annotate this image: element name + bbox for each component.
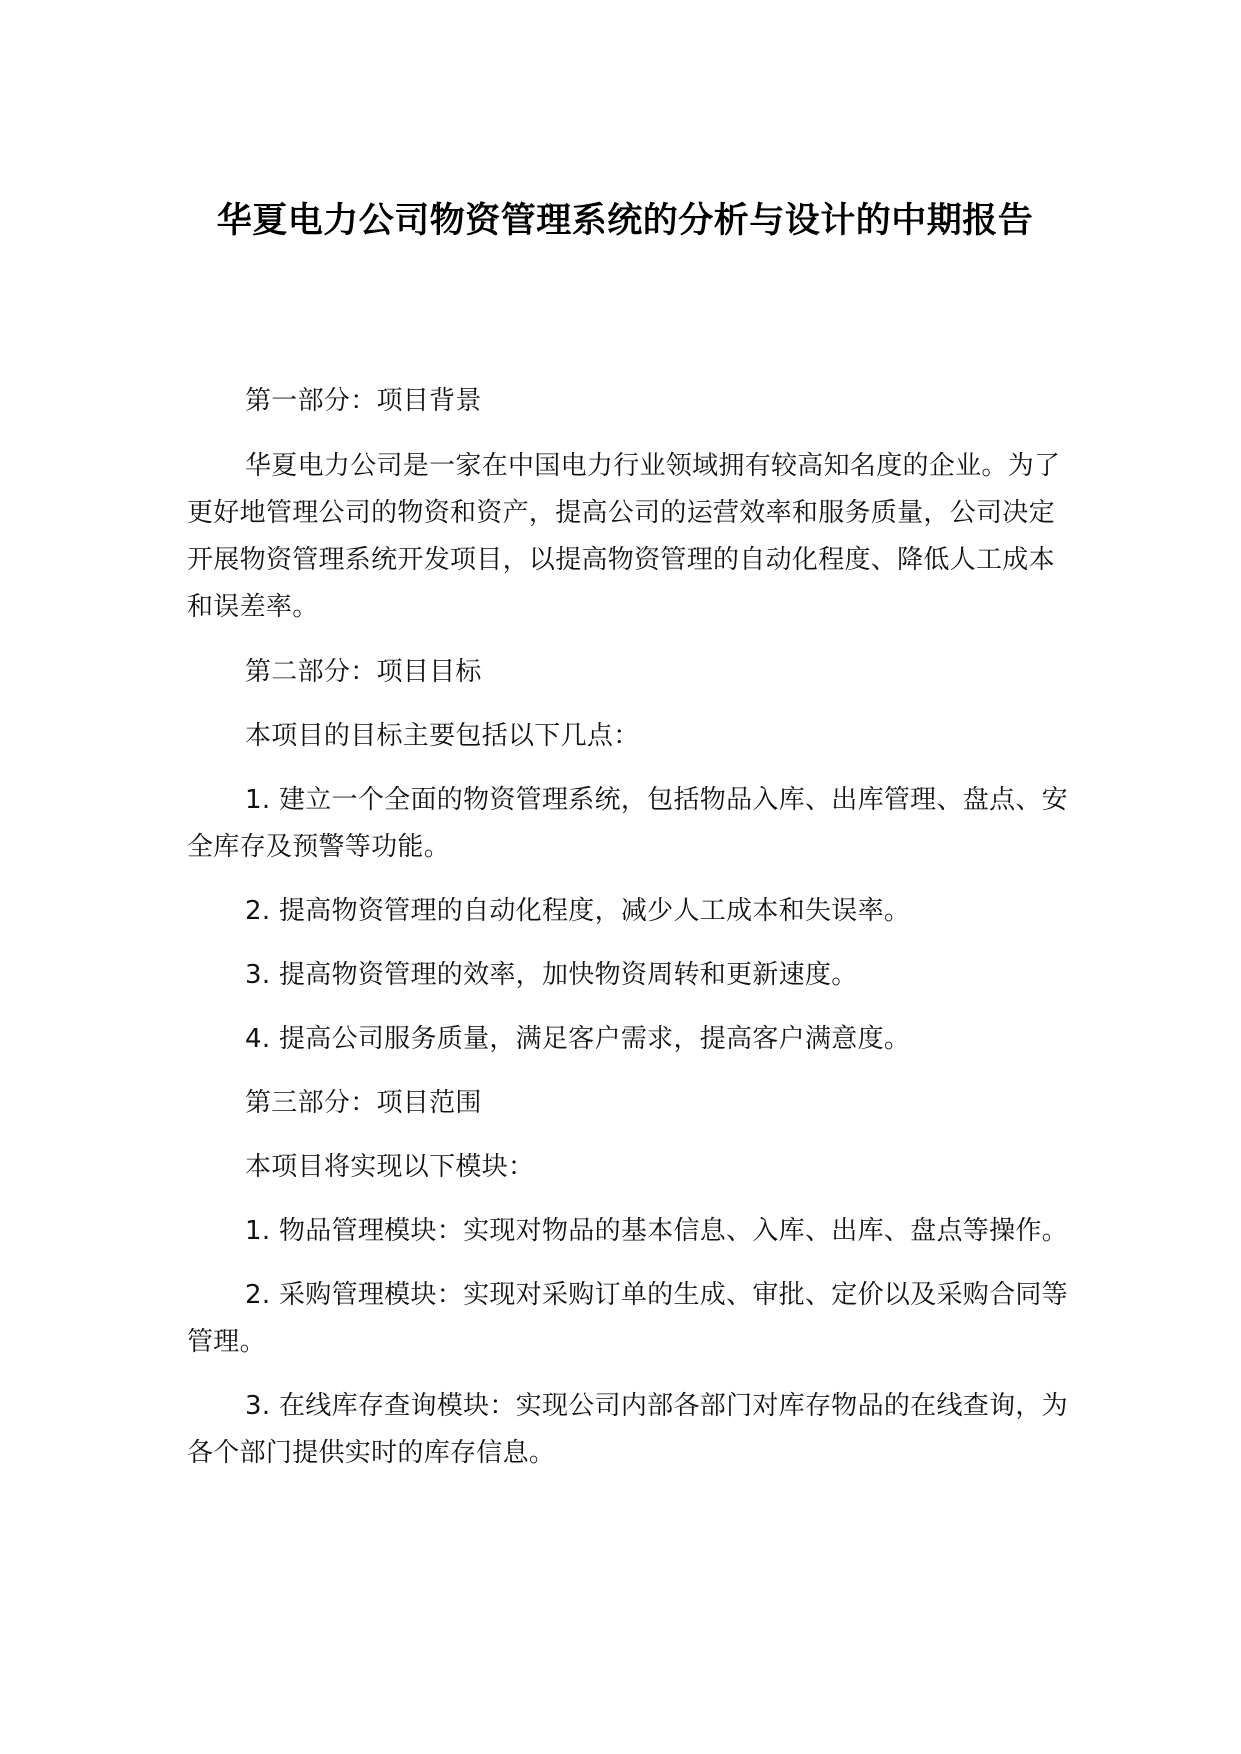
scope-item-3: 3. 在线库存查询模块：实现公司内部各部门对库存物品的在线查询，为各个部门提供实时的库存信息。 xyxy=(187,1391,1068,1468)
scope-intro: 本项目将实现以下模块： xyxy=(245,1152,535,1182)
section-heading-background: 第一部分：项目背景 xyxy=(245,386,482,416)
goals-intro: 本项目的目标主要包括以下几点： xyxy=(245,721,640,751)
section-heading-goals: 第二部分：项目目标 xyxy=(245,657,482,687)
goal-item-1: 1. 建立一个全面的物资管理系统，包括物品入库、出库管理、盘点、安全库存及预警等功能。 xyxy=(187,785,1068,862)
section-heading-scope: 第三部分：项目范围 xyxy=(245,1088,482,1118)
scope-item-2: 2. 采购管理模块：实现对采购订单的生成、审批、定价以及采购合同等管理。 xyxy=(187,1280,1068,1357)
scope-item-1: 1. 物品管理模块：实现对物品的基本信息、入库、出库、盘点等操作。 xyxy=(245,1216,1068,1246)
goal-item-2: 2. 提高物资管理的自动化程度，减少人工成本和失误率。 xyxy=(245,896,911,926)
document-body xyxy=(187,378,1077,1477)
goal-item-3: 3. 提高物资管理的效率，加快物资周转和更新速度。 xyxy=(245,960,858,990)
document-title: 华夏电力公司物资管理系统的分析与设计的中期报告 xyxy=(216,201,1034,241)
goal-item-4: 4. 提高公司服务质量，满足客户需求，提高客户满意度。 xyxy=(245,1024,911,1054)
background-paragraph: 华夏电力公司是一家在中国电力行业领域拥有较高知名度的企业。为了更好地管理公司的物资和资产，提高公司的运营效率和服务质量，公司决定开展物资管理系统开发项目，以提高物资管理的自动化程度、降低人工成本和误差率。 xyxy=(187,451,1061,622)
